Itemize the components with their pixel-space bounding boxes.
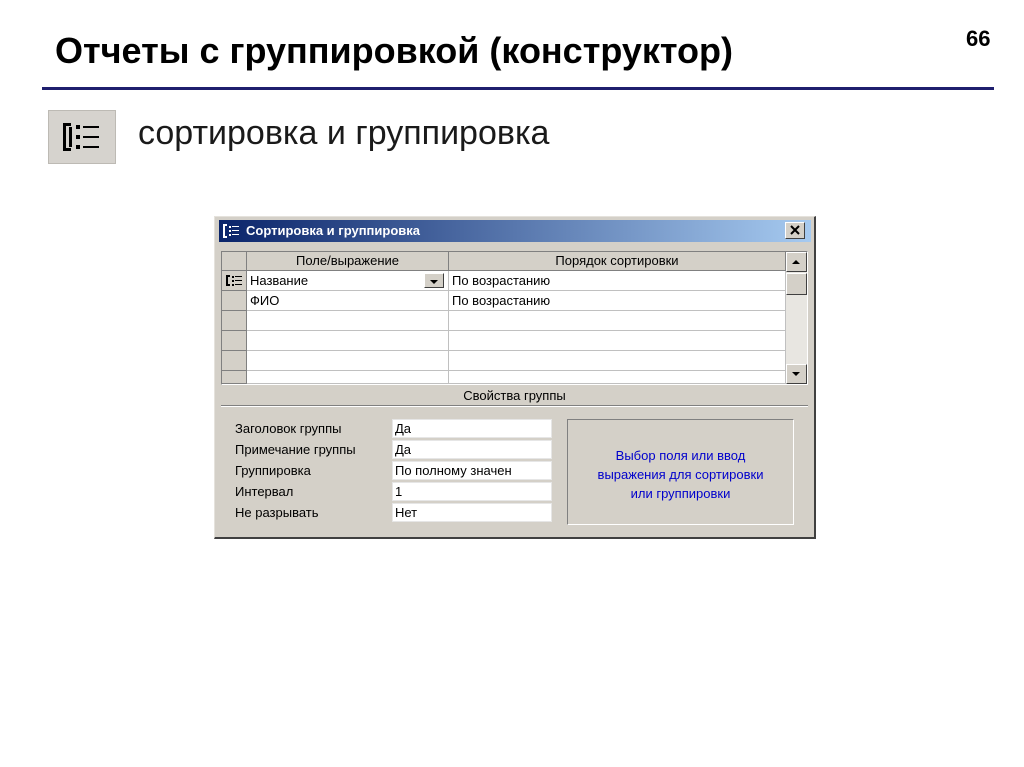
property-row: [235, 503, 555, 523]
sort-order-cell[interactable]: По возрастанию: [449, 291, 786, 311]
close-icon: [786, 223, 804, 238]
property-label: Группировка: [235, 463, 311, 478]
field-cell[interactable]: [247, 331, 449, 351]
grid-corner: [222, 252, 247, 271]
group-footer-field[interactable]: Да: [392, 440, 552, 459]
hint-panel: [567, 419, 794, 525]
sort-order-cell[interactable]: [449, 331, 786, 351]
field-combo[interactable]: [247, 271, 449, 291]
column-header-field[interactable]: Поле/выражение: [247, 252, 449, 271]
group-interval-field[interactable]: 1: [392, 482, 552, 501]
slide-number: 66: [966, 26, 991, 51]
slide-title: Отчеты с группировкой (конструктор): [55, 30, 734, 71]
scroll-up-button[interactable]: [786, 252, 807, 272]
field-cell[interactable]: [247, 371, 449, 384]
combo-dropdown-button[interactable]: [424, 273, 444, 288]
chevron-down-icon: [425, 275, 443, 288]
property-row: [235, 440, 555, 460]
divider: [221, 406, 808, 407]
row-selector[interactable]: [222, 311, 247, 331]
column-header-sort-order[interactable]: Порядок сортировки: [449, 252, 786, 271]
property-row: [235, 419, 555, 439]
bullet-text: сортировка и группировка: [138, 114, 550, 152]
dialog-titlebar[interactable]: [219, 220, 811, 242]
property-row: [235, 482, 555, 502]
scrollbar-thumb[interactable]: [786, 273, 807, 295]
group-header-field[interactable]: Да: [392, 419, 552, 438]
row-selector[interactable]: [222, 271, 247, 291]
scroll-down-button[interactable]: [786, 364, 807, 384]
property-row: [235, 461, 555, 481]
dialog-title: Сортировка и группировка: [246, 223, 421, 238]
property-label: Заголовок группы: [235, 421, 342, 436]
sort-order-cell[interactable]: По возрастанию: [449, 271, 786, 291]
property-label: Примечание группы: [235, 442, 356, 457]
keep-together-field[interactable]: Нет: [392, 503, 552, 522]
row-selector[interactable]: [222, 331, 247, 351]
field-cell[interactable]: ФИО: [247, 291, 449, 311]
field-value: Название: [250, 273, 309, 288]
sorting-grouping-dialog: [214, 216, 816, 539]
sorting-grouping-icon: [48, 110, 116, 164]
row-selector[interactable]: [222, 351, 247, 371]
sort-order-cell[interactable]: [449, 351, 786, 371]
arrow-down-icon: [787, 365, 806, 383]
property-label: Интервал: [235, 484, 294, 499]
group-properties-label: Свойства группы: [221, 386, 808, 406]
row-selector[interactable]: [222, 371, 247, 384]
close-button[interactable]: [785, 222, 805, 239]
field-cell[interactable]: [247, 311, 449, 331]
group-on-field[interactable]: По полному значен: [392, 461, 552, 480]
sort-order-cell[interactable]: [449, 311, 786, 331]
hint-text: Выбор поля или ввод выражения для сортировки или группировки: [597, 448, 764, 501]
arrow-up-icon: [787, 253, 806, 271]
field-cell[interactable]: [247, 351, 449, 371]
sorting-grouping-icon: [222, 223, 240, 239]
title-divider: [42, 87, 994, 90]
sort-order-cell[interactable]: [449, 371, 786, 384]
property-label: Не разрывать: [235, 505, 319, 520]
row-selector[interactable]: [222, 291, 247, 311]
sort-group-grid: [221, 251, 808, 385]
vertical-scrollbar[interactable]: [786, 252, 807, 384]
current-row-icon: [222, 271, 246, 290]
